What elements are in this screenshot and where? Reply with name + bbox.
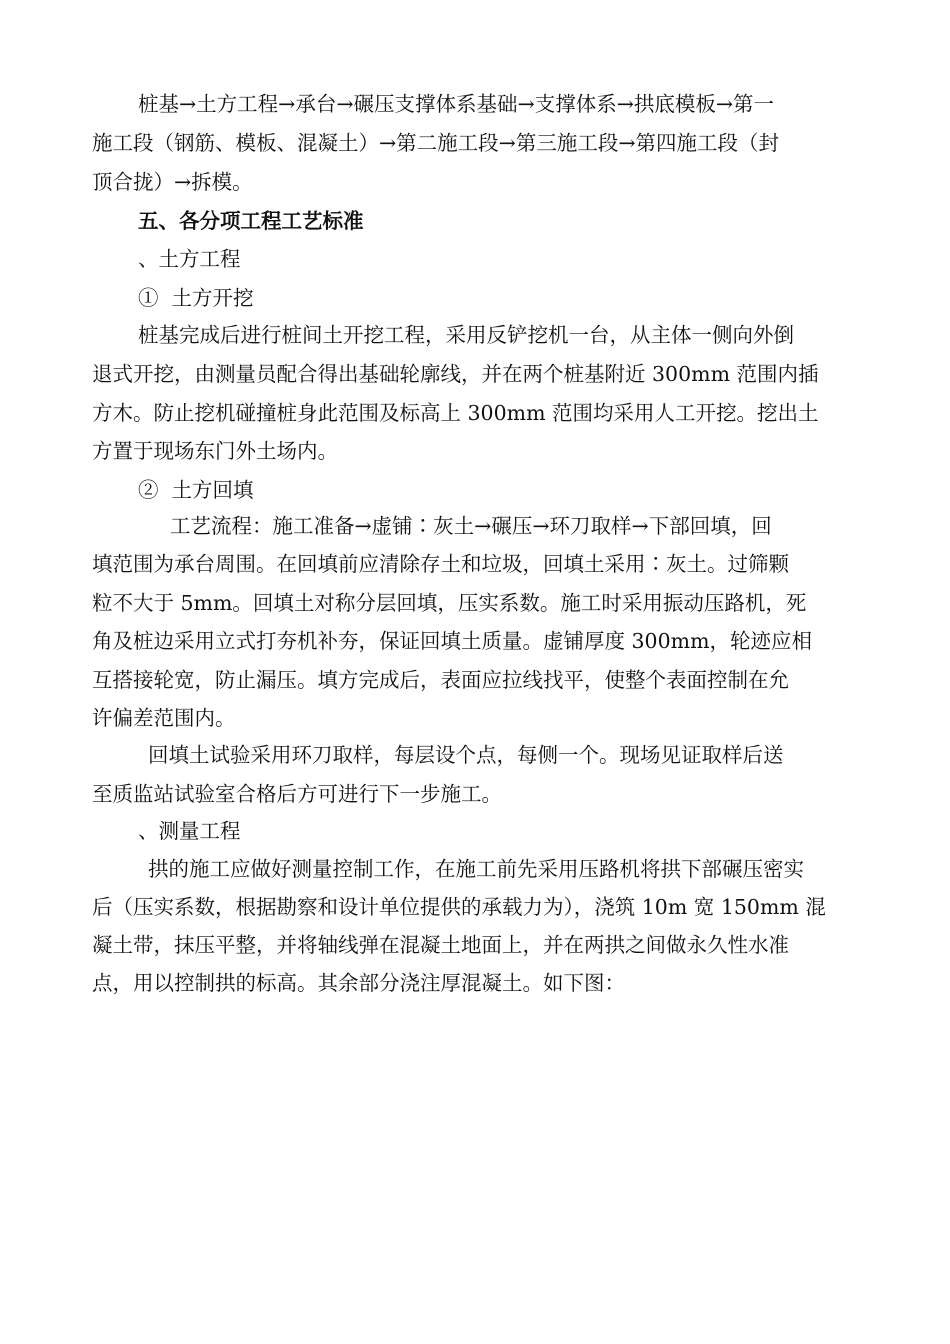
para-backfill-line-3: 粒不大于 5mm。回填土对称分层回填，压实系数。施工时采用振动压路机，死 — [92, 591, 807, 615]
para-survey-line-2: 后（压实系数，根据勘察和设计单位提供的承载力为），浇筑 10m 宽 150mm 混 — [92, 895, 826, 919]
para-backfill-line-5: 互搭接轮宽，防止漏压。填方完成后，表面应拉线找平，使整个表面控制在允 — [92, 668, 789, 692]
para-process-flow-line-2: 施工段（钢筋、模板、混凝土）→第二施工段→第三施工段→第四施工段（封 — [92, 131, 780, 155]
para-process-flow-line-1: 桩基→土方工程→承台→碾压支撑体系基础→支撑体系→拱底模板→第一 — [138, 92, 775, 116]
para-survey-line-4: 点，用以控制拱的标高。其余部分浇注厚混凝土。如下图： — [92, 971, 625, 995]
para-backfill-line-1: 工艺流程：施工准备→虚铺∶灰土→碾压→环刀取样→下部回填，回 — [170, 514, 772, 538]
para-backfill-line-6: 许偏差范围内。 — [92, 706, 236, 730]
para-test-line-1: 回填土试验采用环刀取样，每层设个点，每侧一个。现场见证取样后送 — [148, 743, 784, 767]
para-excavation-line-3: 方木。防止挖机碰撞桩身此范围及标高上 300mm 范围均采用人工开挖。挖出土 — [92, 401, 819, 425]
para-process-flow-line-3: 顶合拢）→拆模。 — [92, 170, 253, 194]
para-excavation-line-4: 方置于现场东门外土场内。 — [92, 439, 338, 463]
para-survey-line-3: 凝土带，抹压平整，并将轴线弹在混凝土地面上，并在两拱之间做永久性水准 — [92, 933, 789, 957]
subsection-title-survey: 、测量工程 — [138, 819, 241, 843]
section-heading: 五、各分项工程工艺标准 — [138, 209, 364, 233]
para-backfill-line-2: 填范围为承台周围。在回填前应清除存土和垃圾，回填土采用∶灰土。过筛颗 — [92, 552, 789, 576]
para-backfill-line-4: 角及桩边采用立式打夯机补夯，保证回填土质量。虚铺厚度 300mm，轮迹应相 — [92, 629, 813, 653]
para-excavation-line-1: 桩基完成后进行桩间土开挖工程，采用反铲挖机一台，从主体一侧向外倒 — [138, 323, 794, 347]
para-excavation-line-2: 退式开挖，由测量员配合得出基础轮廓线，并在两个桩基附近 300mm 范围内插 — [92, 362, 819, 386]
para-survey-line-1: 拱的施工应做好测量控制工作，在施工前先采用压路机将拱下部碾压密实 — [148, 857, 804, 881]
subsection-title-earthwork: 、土方工程 — [138, 247, 241, 271]
para-test-line-2: 至质监站试验室合格后方可进行下一步施工。 — [92, 782, 502, 806]
item-title-backfill: ② 土方回填 — [138, 478, 254, 502]
item-title-excavation: ① 土方开挖 — [138, 286, 254, 310]
